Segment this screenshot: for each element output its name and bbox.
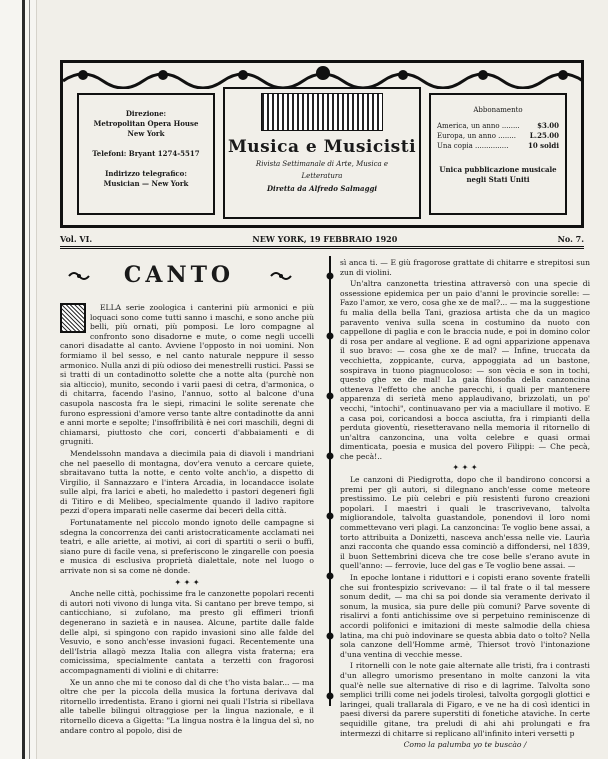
telegraph-address: Musician — New York xyxy=(103,179,189,188)
subscription-note-2: negli Stati Uniti xyxy=(466,175,530,184)
contacts-box xyxy=(77,93,215,215)
paragraph: Un'altra canzonetta triestina attraversò con una specie di ossessione epidemica per un paio d'anni le provincie sorelle: — Fazo l'amor, xe vero, cosa ghe xe de mal?... — ma la suggestione fu malia della bella Tani, graziosa artista che da un magico paravento veniva sulla scena in costumino da nuoto con cappellone di paglia e con le braccia nude, e poi in domino color di rosa per andare al veglione. E ad ogni apparizione appenava il suo bravo: — cosa ghe xe de mal? — Infine, truccata da vecchietta, zoppicante, curva, appoggiata ad un bastone, sospirava in tuono piagnucoloso: — son vècia e son in tochi, questo ghe xe de mal! La gaia filosofia della canzoncina otteneva l'effetto che anche parecchi, i quali per mantenere apparenza di serietà meno applaudivano, brizzolati, un po' vecchi, "intochi", continuavano per via a maciullare il motivo. E a casa poi, coricandosi a bocca asciutta, fra i rimpianti della perduta gioventù, riesetteravano nella memoria il ritornello di un'altra canzoncina, una volta celebre e quasi ormai dimenticata, poesia e musica del povero Filippi: — Che pecà, che pecà!.. xyxy=(340,279,590,461)
price-label: Una copia ............... xyxy=(437,142,509,150)
section-stars: ✦ ✦ ✦ xyxy=(174,577,200,587)
ornament-right-icon xyxy=(270,270,292,282)
direzione-label: Direzione: xyxy=(125,109,167,118)
paragraph: sì anca ti. — E giù fragorose grattate di chitarre e strepitosi sun zun di violini. xyxy=(340,258,590,277)
quoted-verse: Como la palumba yo te buscào / xyxy=(403,740,527,750)
publication-editor: Diretta da Alfredo Salmaggi xyxy=(266,184,378,193)
price-label: America, un anno ........ xyxy=(437,122,520,130)
binding-thread xyxy=(22,0,25,759)
price-value: 10 soldi xyxy=(527,141,559,150)
masthead-illustration xyxy=(261,93,383,131)
price-row xyxy=(437,141,559,151)
subscription-heading: Abbonamento xyxy=(473,106,523,114)
paragraph: Mendelssohn mandava a diecimila paia di diavoli i mandriani che nel paesello di montagna, dov'era venuto a cercare quiete, sbraitavano tutta la notte, e cento volte anch'io, a dispetto di Virgilio, il Sannazzaro e l'intera Arcadia, in locandacce isolate sulle alpi, fra larici e abeti, ho maledetto i pastori degeneri figli di Titiro e di Melibeo, specialmente quando il ladivo rapitore pezzi d'opera imparati nelle caserme dai beceri della città. xyxy=(60,448,314,516)
publication-subtitle-1: Rivista Settimanale di Arte, Musica e xyxy=(255,160,389,168)
article-column-left xyxy=(60,303,314,737)
drop-cap-initial xyxy=(60,303,86,333)
page-binding xyxy=(0,0,37,759)
address-line-2: New York xyxy=(127,129,165,138)
issue-date: NEW YORK, 19 FEBBRAIO 1920 xyxy=(252,234,398,244)
address-line-1: Metropolitan Opera House xyxy=(93,119,199,128)
newspaper-page xyxy=(44,8,600,753)
price-row xyxy=(437,121,559,131)
paragraph: In epoche lontane i riduttori e i copisti erano sovente fratelli che sui frontespizio scrivevano: — il tal frate o il tal messere sonum dedit, — ma chi sa poi donde sia veramente derivato il sonum, la musica, sia pure delle più comuni? Parve sovente di risalirvi a fonti antichissime ove si perpetuino reminiscenze di accordi polifonici e imitazioni di meste salmodie della chiesa latina, ma chi può indovinare se questa abbia dato o tolto? Nella sola canzone dell'Homme armè, Thiersot trovò l'intonazione d'una ventina di vecchie messe. xyxy=(340,573,590,659)
publication-title: Musica e Musicisti xyxy=(227,137,417,157)
issue-number: No. 7. xyxy=(557,234,584,244)
paragraph: Anche nelle città, pochissime fra le canzonette popolari recenti di autori noti vivono di lunga vita. Si cantano per breve tempo, si canticchiano, si zufolano, ma presto gli effimeri trionfi degenerano in sazietà e in nausea. Alcune, partite dalle falde delle alpi, si spingono con rapido invasioni sino alle falde del Vesuvio, e sono anch'esse invasioni fugaci. Recentemente una dell'Istria allagò mezza Italia con allegra vista fraterna; era comicissima, specialmente cantata a terzetti con fragorosi accompagnamenti di violini e di chitarre: xyxy=(60,589,314,675)
volume-label: Vol. VI. xyxy=(60,234,93,244)
subscription-note-1: Unica pubblicazione musicale xyxy=(439,165,557,174)
price-row xyxy=(437,131,559,141)
price-label: Europa, un anno ........ xyxy=(437,132,516,140)
masthead xyxy=(60,60,584,228)
paragraph: Xe un anno che mi te conoso dal di che t'ho vista balar... — ma oltre che per la piccola della musica la fortuna derivava dal ritornello irredentista. Erano i giorni nei quali l'Istria si ribellava alle tabelle bilingui oltraggiose per la lingua nazionale, e il ritornello diceva a Gigetta: "La lingua nostra è la lingua del sì, no andare contro al popolo, disi de xyxy=(60,677,314,735)
publication-subtitle-2: Letteratura xyxy=(301,172,343,180)
paragraph: Le canzoni di Piedigrotta, dopo che il bandirono concorsi a premi per gli autori, si dilegnano anch'esse come meteore prestissimo. Le più celebri e più resistenti furono creazioni popolari. I maestri i quali le trascrivevano, talvolta migliorandole, talvolta guastandole, ponendovi il loro nomi commettevano veri plagi. La canzoncina: Te voglio bene assai, a torto attribuita a Donizetti, nasceva anch'essa nelle vie. Laurìa anzi racconta che quando essa cominciò a diffondersi, nel 1839, il buon Settembrini diceva che tre cose belle s'erano avute in quell'anno: — ferrovie, luce del gas e Te voglio bene assai. — xyxy=(340,475,590,571)
telegraph-label: Indirizzo telegrafico: xyxy=(105,169,187,178)
paragraph: ELLA serie zoologica i canterini più armonici e più loquaci sono come tutti sanno i maschi, e sono anche più belli, più ornati, più pomposi. Le loro compagne al confronto sono disadorne e mute, o come negli uccelli canori disadatte al canto. Avviene l'opposto in noi uomini. Non formiamo il bel sesso, e nel canto naturale neppure il sesso armonico. Nulla anzi di più odioso dei menestrelli rustici. Passi se si tratti di un contadinotto solette che a notte alta (purchè non sia alticcio), munito, secondo i varii paesi di cetra, d'armonica, o di chitarra, facendo l'asino, l'annuo, sotto al balcone d'una casupola nascosta fra le siepi, rimacini le solite serenate che furono espressioni d'amore verso tante altre contadinotte da anni e anni morte e sepolte; l'insoffribilità è nei cori maschili, degni di chiamarsi, piuttosto che cori, concerti d'abbaiamenti e di grugniti. xyxy=(60,303,314,447)
section-stars: ✦ ✦ ✦ xyxy=(452,463,478,473)
paragraph: I ritornelli con le note gaie alternate alle tristi, fra i contrasti d'un allegro umorismo presentano in molte canzoni la vita qual'è nelle sue alternative di riso e di lagrime. Talvolta sono semplici trilli come nei jodels tirolesi, talvolta gorgogli glottici e laringei, quali trallarala di Figaro, e ve ne ha di così identici in paesi diversi da parere superstiti di fonetiche ataviche. In certe sequidille gitane, tra preludi di ahi ahi prolungati e fra intermezzi di chitarre si replicano all'infinito interi versetti p xyxy=(340,661,590,738)
floral-garland xyxy=(63,63,583,89)
article-column-right xyxy=(340,258,590,752)
column-divider xyxy=(326,256,334,706)
subscription-box xyxy=(429,93,567,215)
title-box xyxy=(223,87,421,219)
paragraph: Fortunatamente nel piccolo mondo ignoto delle campagne si sdegna la concorrenza dei canti aristocraticamente acclamati nei teatri, e alle ariette, ai motivi, ai cori di spartiti o serii o buffi, siano pure di facile vena, si preferiscono le zingarelle con poesia e musica di esclusiva proprietà dialettale, note nel luogo o arrivate non si sa come nè donde. xyxy=(60,518,314,576)
price-value: L.25.00 xyxy=(529,131,559,140)
rule-divider xyxy=(60,248,584,249)
price-value: $3.00 xyxy=(537,121,559,130)
binding-edge xyxy=(29,0,30,759)
article-title: CANTO xyxy=(123,262,235,288)
issue-info-bar xyxy=(60,234,584,247)
phone-line: Telefoni: Bryant 1274-5517 xyxy=(92,149,200,158)
